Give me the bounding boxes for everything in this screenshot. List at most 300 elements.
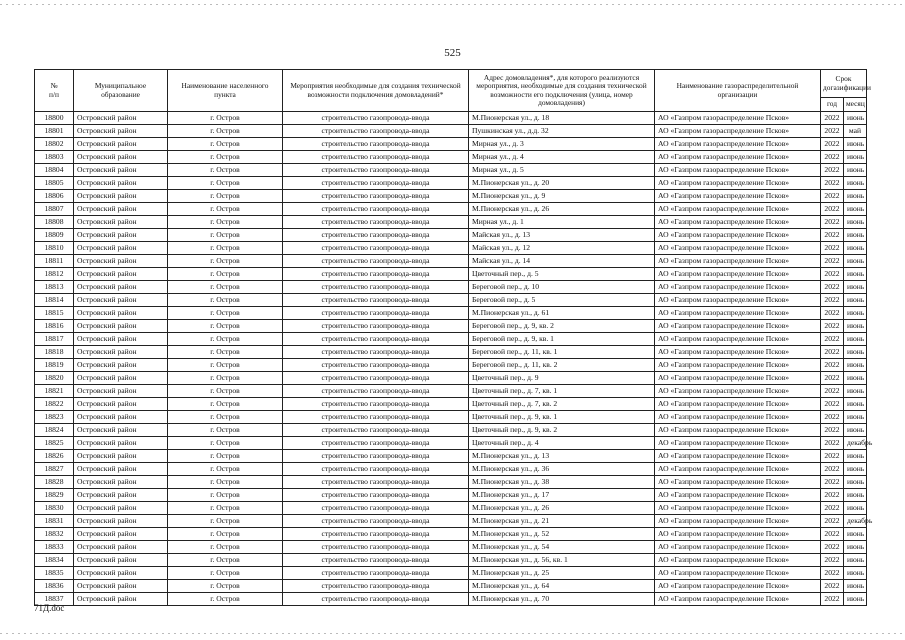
municipality-cell: Островский район — [74, 450, 168, 463]
year-cell: 2022 — [821, 112, 844, 125]
organization-cell: АО «Газпром газораспределение Псков» — [655, 320, 821, 333]
year-cell: 2022 — [821, 216, 844, 229]
year-cell: 2022 — [821, 385, 844, 398]
activity-cell: строительство газопровода-ввода — [283, 541, 469, 554]
municipality-cell: Островский район — [74, 138, 168, 151]
row-number-cell: 18812 — [35, 268, 74, 281]
year-cell: 2022 — [821, 346, 844, 359]
month-cell: июнь — [844, 281, 867, 294]
month-cell: июнь — [844, 489, 867, 502]
year-cell: 2022 — [821, 411, 844, 424]
organization-cell: АО «Газпром газораспределение Псков» — [655, 294, 821, 307]
locality-cell: г. Остров — [168, 203, 283, 216]
gasification-table — [34, 69, 873, 606]
row-number-cell: 18832 — [35, 528, 74, 541]
activity-cell: строительство газопровода-ввода — [283, 268, 469, 281]
year-cell: 2022 — [821, 502, 844, 515]
address-cell: М.Пионерская ул., д. 21 — [469, 515, 655, 528]
organization-cell: АО «Газпром газораспределение Псков» — [655, 580, 821, 593]
table-row — [35, 437, 867, 450]
year-cell: 2022 — [821, 476, 844, 489]
row-number-cell: 18802 — [35, 138, 74, 151]
row-number-cell: 18818 — [35, 346, 74, 359]
activity-cell: строительство газопровода-ввода — [283, 424, 469, 437]
municipality-cell: Островский район — [74, 281, 168, 294]
address-cell: М.Пионерская ул., д. 17 — [469, 489, 655, 502]
month-cell: июнь — [844, 294, 867, 307]
month-cell: июнь — [844, 164, 867, 177]
row-number-cell: 18805 — [35, 177, 74, 190]
month-cell: июнь — [844, 502, 867, 515]
year-cell: 2022 — [821, 125, 844, 138]
municipality-cell: Островский район — [74, 229, 168, 242]
municipality-cell: Островский район — [74, 112, 168, 125]
year-cell: 2022 — [821, 424, 844, 437]
organization-cell: АО «Газпром газораспределение Псков» — [655, 463, 821, 476]
row-number-cell: 18836 — [35, 580, 74, 593]
activity-cell: строительство газопровода-ввода — [283, 593, 469, 606]
organization-cell: АО «Газпром газораспределение Псков» — [655, 112, 821, 125]
activity-cell: строительство газопровода-ввода — [283, 463, 469, 476]
organization-cell: АО «Газпром газораспределение Псков» — [655, 489, 821, 502]
table-row — [35, 268, 867, 281]
row-number-cell: 18822 — [35, 398, 74, 411]
locality-cell: г. Остров — [168, 242, 283, 255]
row-number-cell: 18826 — [35, 450, 74, 463]
locality-cell: г. Остров — [168, 411, 283, 424]
municipality-cell: Островский район — [74, 333, 168, 346]
activity-cell: строительство газопровода-ввода — [283, 411, 469, 424]
municipality-cell: Островский район — [74, 502, 168, 515]
address-cell: М.Пионерская ул., д. 25 — [469, 567, 655, 580]
locality-cell: г. Остров — [168, 320, 283, 333]
municipality-cell: Островский район — [74, 554, 168, 567]
municipality-cell: Островский район — [74, 164, 168, 177]
activity-cell: строительство газопровода-ввода — [283, 190, 469, 203]
header-org: Наименование газораспределительной организации — [655, 70, 821, 112]
organization-cell: АО «Газпром газораспределение Псков» — [655, 151, 821, 164]
row-number-cell: 18816 — [35, 320, 74, 333]
activity-cell: строительство газопровода-ввода — [283, 554, 469, 567]
year-cell: 2022 — [821, 190, 844, 203]
locality-cell: г. Остров — [168, 190, 283, 203]
locality-cell: г. Остров — [168, 437, 283, 450]
municipality-cell: Островский район — [74, 528, 168, 541]
address-cell: М.Пионерская ул., д. 26 — [469, 203, 655, 216]
locality-cell: г. Остров — [168, 151, 283, 164]
municipality-cell: Островский район — [74, 476, 168, 489]
municipality-cell: Островский район — [74, 515, 168, 528]
month-cell: декабрь — [844, 437, 867, 450]
organization-cell: АО «Газпром газораспределение Псков» — [655, 346, 821, 359]
locality-cell: г. Остров — [168, 489, 283, 502]
address-cell: М.Пионерская ул., д. 38 — [469, 476, 655, 489]
row-number-cell: 18803 — [35, 151, 74, 164]
row-number-cell: 18810 — [35, 242, 74, 255]
organization-cell: АО «Газпром газораспределение Псков» — [655, 203, 821, 216]
activity-cell: строительство газопровода-ввода — [283, 125, 469, 138]
month-cell: июнь — [844, 216, 867, 229]
organization-cell: АО «Газпром газораспределение Псков» — [655, 268, 821, 281]
activity-cell: строительство газопровода-ввода — [283, 567, 469, 580]
locality-cell: г. Остров — [168, 528, 283, 541]
address-cell: Мирная ул., д. 3 — [469, 138, 655, 151]
table-row — [35, 190, 867, 203]
table-row — [35, 229, 867, 242]
locality-cell: г. Остров — [168, 125, 283, 138]
activity-cell: строительство газопровода-ввода — [283, 229, 469, 242]
address-cell: Цветочный пер., д. 9, кв. 2 — [469, 424, 655, 437]
locality-cell: г. Остров — [168, 138, 283, 151]
month-cell: июнь — [844, 255, 867, 268]
organization-cell: АО «Газпром газораспределение Псков» — [655, 138, 821, 151]
month-cell: июнь — [844, 398, 867, 411]
address-cell: Мирная ул., д. 5 — [469, 164, 655, 177]
organization-cell: АО «Газпром газораспределение Псков» — [655, 424, 821, 437]
municipality-cell: Островский район — [74, 580, 168, 593]
organization-cell: АО «Газпром газораспределение Псков» — [655, 450, 821, 463]
locality-cell: г. Остров — [168, 333, 283, 346]
locality-cell: г. Остров — [168, 177, 283, 190]
table-row — [35, 320, 867, 333]
address-cell: Береговой пер., д. 11, кв. 1 — [469, 346, 655, 359]
table-row — [35, 164, 867, 177]
month-cell: июнь — [844, 333, 867, 346]
organization-cell: АО «Газпром газораспределение Псков» — [655, 125, 821, 138]
locality-cell: г. Остров — [168, 515, 283, 528]
municipality-cell: Островский район — [74, 411, 168, 424]
month-cell: июнь — [844, 203, 867, 216]
header-num: № п/п — [35, 70, 74, 112]
address-cell: Цветочный пер., д. 5 — [469, 268, 655, 281]
address-cell: Цветочный пер., д. 9, кв. 1 — [469, 411, 655, 424]
locality-cell: г. Остров — [168, 112, 283, 125]
activity-cell: строительство газопровода-ввода — [283, 320, 469, 333]
year-cell: 2022 — [821, 580, 844, 593]
municipality-cell: Островский район — [74, 216, 168, 229]
table-row — [35, 424, 867, 437]
municipality-cell: Островский район — [74, 567, 168, 580]
year-cell: 2022 — [821, 567, 844, 580]
row-number-cell: 18804 — [35, 164, 74, 177]
table-row — [35, 385, 867, 398]
organization-cell: АО «Газпром газораспределение Псков» — [655, 164, 821, 177]
row-number-cell: 18821 — [35, 385, 74, 398]
month-cell: июнь — [844, 112, 867, 125]
scan-bottom-edge — [0, 633, 905, 634]
locality-cell: г. Остров — [168, 346, 283, 359]
address-cell: Береговой пер., д. 9, кв. 2 — [469, 320, 655, 333]
address-cell: М.Пионерская ул., д. 52 — [469, 528, 655, 541]
header-deadline: Срок догазификации — [821, 70, 867, 98]
year-cell: 2022 — [821, 242, 844, 255]
row-number-cell: 18823 — [35, 411, 74, 424]
table-row — [35, 554, 867, 567]
organization-cell: АО «Газпром газораспределение Псков» — [655, 229, 821, 242]
month-cell: июнь — [844, 177, 867, 190]
address-cell: Береговой пер., д. 5 — [469, 294, 655, 307]
row-number-cell: 18817 — [35, 333, 74, 346]
municipality-cell: Островский район — [74, 463, 168, 476]
row-number-cell: 18800 — [35, 112, 74, 125]
table-row — [35, 255, 867, 268]
activity-cell: строительство газопровода-ввода — [283, 151, 469, 164]
row-number-cell: 18813 — [35, 281, 74, 294]
locality-cell: г. Остров — [168, 593, 283, 606]
address-cell: Мирная ул., д. 1 — [469, 216, 655, 229]
table-row — [35, 372, 867, 385]
locality-cell: г. Остров — [168, 268, 283, 281]
activity-cell: строительство газопровода-ввода — [283, 502, 469, 515]
activity-cell: строительство газопровода-ввода — [283, 294, 469, 307]
year-cell: 2022 — [821, 398, 844, 411]
year-cell: 2022 — [821, 164, 844, 177]
row-number-cell: 18807 — [35, 203, 74, 216]
month-cell: июнь — [844, 567, 867, 580]
organization-cell: АО «Газпром газораспределение Псков» — [655, 593, 821, 606]
activity-cell: строительство газопровода-ввода — [283, 528, 469, 541]
month-cell: июнь — [844, 385, 867, 398]
address-cell: М.Пионерская ул., д. 9 — [469, 190, 655, 203]
activity-cell: строительство газопровода-ввода — [283, 112, 469, 125]
header-activity: Мероприятия необходимые для создания технической возможности подключения домовладений* — [283, 70, 469, 112]
row-number-cell: 18835 — [35, 567, 74, 580]
organization-cell: АО «Газпром газораспределение Псков» — [655, 177, 821, 190]
municipality-cell: Островский район — [74, 255, 168, 268]
municipality-cell: Островский район — [74, 541, 168, 554]
organization-cell: АО «Газпром газораспределение Псков» — [655, 502, 821, 515]
month-cell: июнь — [844, 268, 867, 281]
row-number-cell: 18831 — [35, 515, 74, 528]
address-cell: Цветочный пер., д. 9 — [469, 372, 655, 385]
row-number-cell: 18806 — [35, 190, 74, 203]
organization-cell: АО «Газпром газораспределение Псков» — [655, 398, 821, 411]
municipality-cell: Островский район — [74, 320, 168, 333]
activity-cell: строительство газопровода-ввода — [283, 216, 469, 229]
address-cell: Береговой пер., д. 11, кв. 2 — [469, 359, 655, 372]
municipality-cell: Островский район — [74, 372, 168, 385]
organization-cell: АО «Газпром газораспределение Псков» — [655, 372, 821, 385]
activity-cell: строительство газопровода-ввода — [283, 450, 469, 463]
row-number-cell: 18814 — [35, 294, 74, 307]
municipality-cell: Островский район — [74, 203, 168, 216]
municipality-cell: Островский район — [74, 242, 168, 255]
organization-cell: АО «Газпром газораспределение Псков» — [655, 528, 821, 541]
address-cell: Береговой пер., д. 9, кв. 1 — [469, 333, 655, 346]
year-cell: 2022 — [821, 437, 844, 450]
table-row — [35, 450, 867, 463]
activity-cell: строительство газопровода-ввода — [283, 242, 469, 255]
activity-cell: строительство газопровода-ввода — [283, 359, 469, 372]
year-cell: 2022 — [821, 281, 844, 294]
month-cell: июнь — [844, 346, 867, 359]
row-number-cell: 18834 — [35, 554, 74, 567]
locality-cell: г. Остров — [168, 359, 283, 372]
organization-cell: АО «Газпром газораспределение Псков» — [655, 554, 821, 567]
municipality-cell: Островский район — [74, 346, 168, 359]
row-number-cell: 18833 — [35, 541, 74, 554]
address-cell: М.Пионерская ул., д. 20 — [469, 177, 655, 190]
municipality-cell: Островский район — [74, 424, 168, 437]
locality-cell: г. Остров — [168, 385, 283, 398]
year-cell: 2022 — [821, 294, 844, 307]
year-cell: 2022 — [821, 151, 844, 164]
municipality-cell: Островский район — [74, 359, 168, 372]
table-row — [35, 125, 867, 138]
year-cell: 2022 — [821, 489, 844, 502]
year-cell: 2022 — [821, 177, 844, 190]
municipality-cell: Островский район — [74, 125, 168, 138]
row-number-cell: 18829 — [35, 489, 74, 502]
table-row — [35, 307, 867, 320]
address-cell: М.Пионерская ул., д. 36 — [469, 463, 655, 476]
table-row — [35, 138, 867, 151]
year-cell: 2022 — [821, 593, 844, 606]
row-number-cell: 18820 — [35, 372, 74, 385]
month-cell: июнь — [844, 476, 867, 489]
activity-cell: строительство газопровода-ввода — [283, 281, 469, 294]
year-cell: 2022 — [821, 229, 844, 242]
municipality-cell: Островский район — [74, 489, 168, 502]
organization-cell: АО «Газпром газораспределение Псков» — [655, 515, 821, 528]
address-cell: Пушкинская ул., д.д. 32 — [469, 125, 655, 138]
address-cell: М.Пионерская ул., д. 13 — [469, 450, 655, 463]
activity-cell: строительство газопровода-ввода — [283, 138, 469, 151]
year-cell: 2022 — [821, 138, 844, 151]
locality-cell: г. Остров — [168, 216, 283, 229]
address-cell: М.Пионерская ул., д. 54 — [469, 541, 655, 554]
activity-cell: строительство газопровода-ввода — [283, 372, 469, 385]
footer-filename: 71Д.doc — [34, 603, 65, 613]
locality-cell: г. Остров — [168, 294, 283, 307]
month-cell: июнь — [844, 541, 867, 554]
address-cell: Цветочный пер., д. 7, кв. 1 — [469, 385, 655, 398]
table-row — [35, 151, 867, 164]
month-cell: июнь — [844, 593, 867, 606]
year-cell: 2022 — [821, 359, 844, 372]
municipality-cell: Островский район — [74, 398, 168, 411]
municipality-cell: Островский район — [74, 177, 168, 190]
organization-cell: АО «Газпром газораспределение Псков» — [655, 216, 821, 229]
activity-cell: строительство газопровода-ввода — [283, 385, 469, 398]
month-cell: июнь — [844, 242, 867, 255]
table-row — [35, 593, 867, 606]
table-row — [35, 567, 867, 580]
year-cell: 2022 — [821, 450, 844, 463]
row-number-cell: 18837 — [35, 593, 74, 606]
month-cell: июнь — [844, 359, 867, 372]
locality-cell: г. Остров — [168, 424, 283, 437]
year-cell: 2022 — [821, 307, 844, 320]
locality-cell: г. Остров — [168, 229, 283, 242]
address-cell: Береговой пер., д. 10 — [469, 281, 655, 294]
locality-cell: г. Остров — [168, 372, 283, 385]
table-row — [35, 359, 867, 372]
locality-cell: г. Остров — [168, 580, 283, 593]
table-row — [35, 463, 867, 476]
row-number-cell: 18830 — [35, 502, 74, 515]
table-row — [35, 177, 867, 190]
organization-cell: АО «Газпром газораспределение Псков» — [655, 385, 821, 398]
activity-cell: строительство газопровода-ввода — [283, 177, 469, 190]
month-cell: июнь — [844, 450, 867, 463]
table-row — [35, 411, 867, 424]
address-cell: Майская ул., д. 13 — [469, 229, 655, 242]
month-cell: май — [844, 125, 867, 138]
header-address: Адрес домовладения*, для которого реализуются мероприятия, необходимые для создания технической возможности его подключения (улица, номер домовладения) — [469, 70, 655, 112]
address-cell: М.Пионерская ул., д. 61 — [469, 307, 655, 320]
header-month: месяц — [844, 98, 867, 112]
activity-cell: строительство газопровода-ввода — [283, 255, 469, 268]
municipality-cell: Островский район — [74, 268, 168, 281]
organization-cell: АО «Газпром газораспределение Псков» — [655, 281, 821, 294]
table-row — [35, 333, 867, 346]
row-number-cell: 18824 — [35, 424, 74, 437]
year-cell: 2022 — [821, 333, 844, 346]
year-cell: 2022 — [821, 203, 844, 216]
row-number-cell: 18828 — [35, 476, 74, 489]
locality-cell: г. Остров — [168, 567, 283, 580]
organization-cell: АО «Газпром газораспределение Псков» — [655, 541, 821, 554]
month-cell: июнь — [844, 411, 867, 424]
year-cell: 2022 — [821, 528, 844, 541]
table-row — [35, 489, 867, 502]
locality-cell: г. Остров — [168, 307, 283, 320]
month-cell: июнь — [844, 320, 867, 333]
table-row — [35, 216, 867, 229]
organization-cell: АО «Газпром газораспределение Псков» — [655, 190, 821, 203]
table-row — [35, 541, 867, 554]
address-cell: М.Пионерская ул., д. 26 — [469, 502, 655, 515]
locality-cell: г. Остров — [168, 554, 283, 567]
scan-top-edge — [0, 4, 905, 5]
organization-cell: АО «Газпром газораспределение Псков» — [655, 437, 821, 450]
table-row — [35, 398, 867, 411]
locality-cell: г. Остров — [168, 164, 283, 177]
activity-cell: строительство газопровода-ввода — [283, 164, 469, 177]
month-cell: июнь — [844, 580, 867, 593]
header-year: год — [821, 98, 844, 112]
organization-cell: АО «Газпром газораспределение Псков» — [655, 307, 821, 320]
row-number-cell: 18811 — [35, 255, 74, 268]
table-row — [35, 502, 867, 515]
municipality-cell: Островский район — [74, 385, 168, 398]
table-row — [35, 203, 867, 216]
activity-cell: строительство газопровода-ввода — [283, 580, 469, 593]
organization-cell: АО «Газпром газораспределение Псков» — [655, 255, 821, 268]
municipality-cell: Островский район — [74, 307, 168, 320]
municipality-cell: Островский район — [74, 151, 168, 164]
address-cell: М.Пионерская ул., д. 56, кв. 1 — [469, 554, 655, 567]
activity-cell: строительство газопровода-ввода — [283, 398, 469, 411]
header-locality: Наименование населенного пункта — [168, 70, 283, 112]
month-cell: июнь — [844, 528, 867, 541]
month-cell: июнь — [844, 229, 867, 242]
locality-cell: г. Остров — [168, 502, 283, 515]
organization-cell: АО «Газпром газораспределение Псков» — [655, 333, 821, 346]
locality-cell: г. Остров — [168, 476, 283, 489]
activity-cell: строительство газопровода-ввода — [283, 307, 469, 320]
row-number-cell: 18819 — [35, 359, 74, 372]
organization-cell: АО «Газпром газораспределение Псков» — [655, 411, 821, 424]
address-cell: Цветочный пер., д. 4 — [469, 437, 655, 450]
address-cell: М.Пионерская ул., д. 70 — [469, 593, 655, 606]
month-cell: июнь — [844, 190, 867, 203]
row-number-cell: 18815 — [35, 307, 74, 320]
locality-cell: г. Остров — [168, 281, 283, 294]
address-cell: Цветочный пер., д. 7, кв. 2 — [469, 398, 655, 411]
municipality-cell: Островский район — [74, 190, 168, 203]
